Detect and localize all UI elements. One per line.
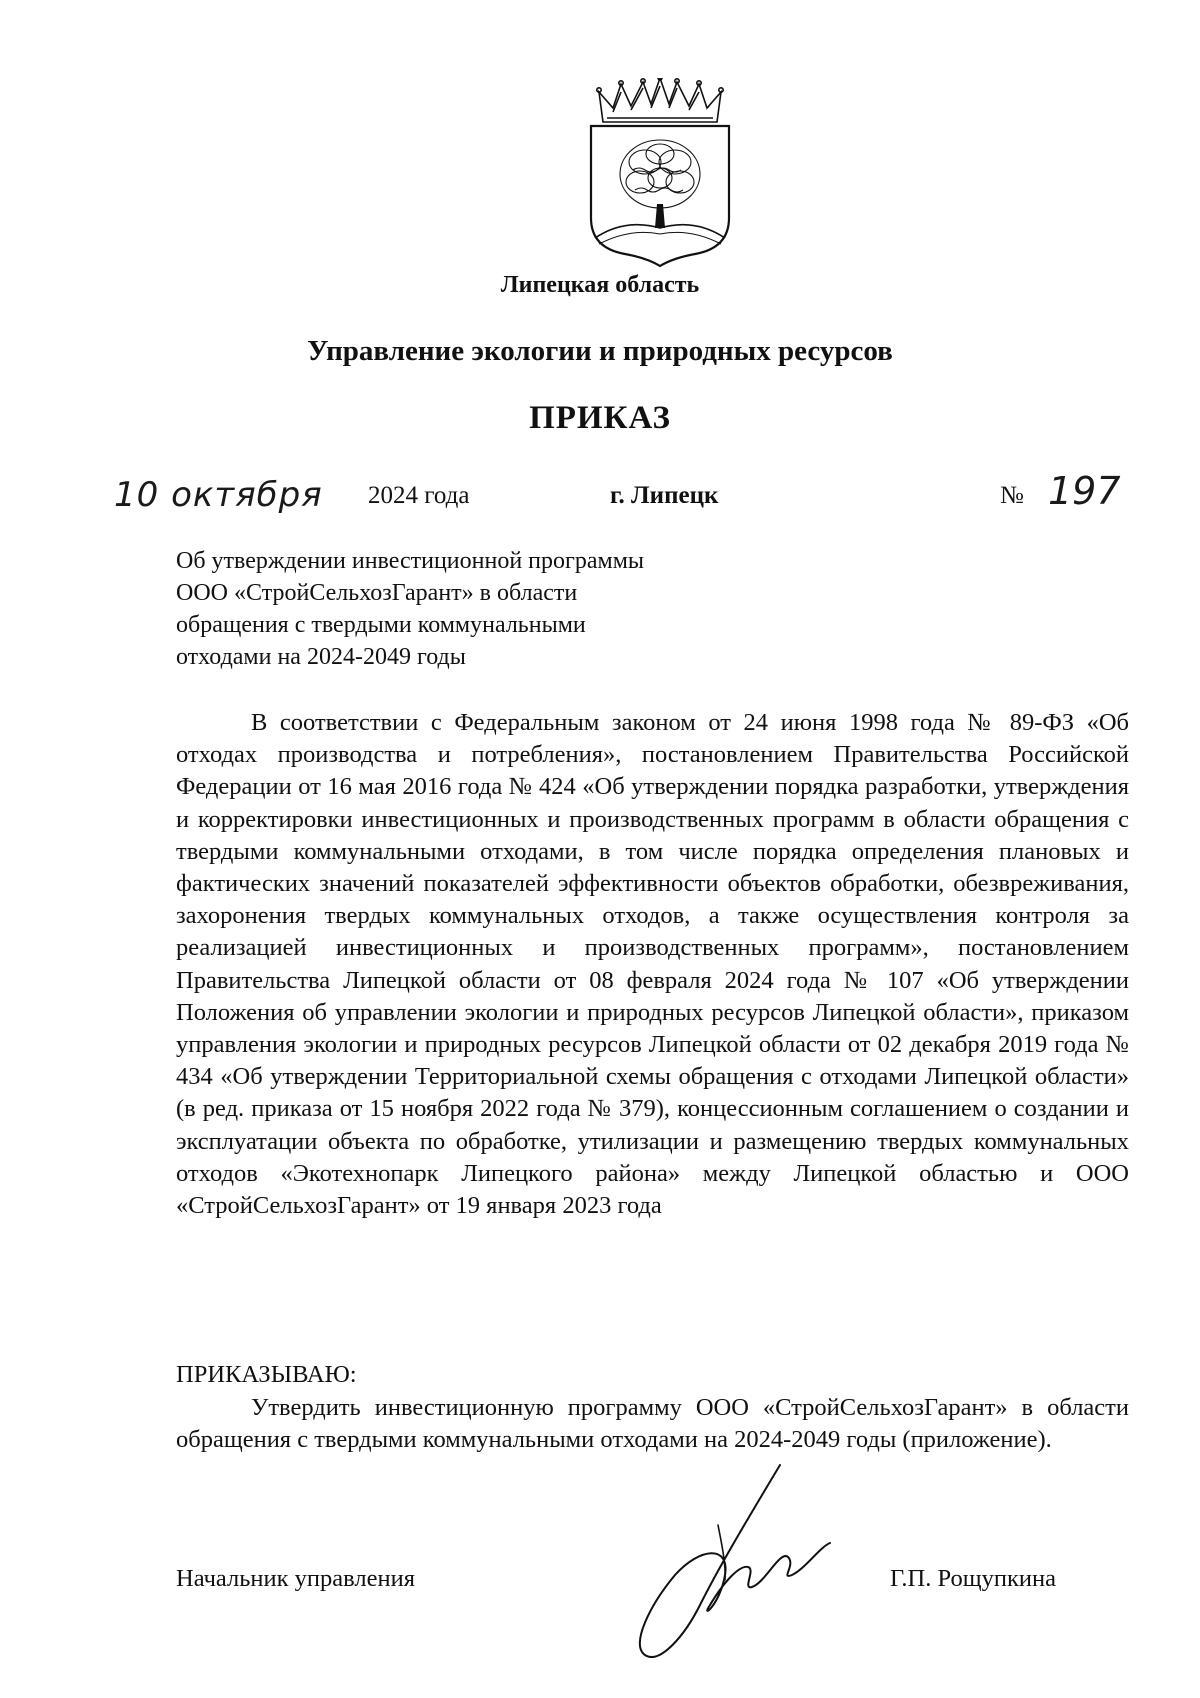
order-paragraph: Утвердить инвестиционную программу ООО «СтройСельхозГарант» в области обращения с твердыми коммунальными отходами на 2024-2049 годы (приложение). (176, 1394, 1129, 1454)
subject-line: Об утверждении инвестиционной программы (176, 548, 645, 574)
number-handwritten: 197 (1048, 469, 1121, 513)
signer-name: Г.П. Рощупкина (890, 1565, 1056, 1592)
city-label: г. Липецк (610, 482, 719, 509)
lipetsk-coat-of-arms-icon (585, 78, 735, 268)
preamble-paragraph: В соответствии с Федеральным законом от 24 июня 1998 года № 89-ФЗ «Об отходах производства и потребления», постановлением Правительства Российской Федерации от 16 мая 2016 года № 424 «Об утверждении порядка разработки, утверждения и корректировки инвестиционных и производственных программ в области обращения с твердыми коммунальными отходами, в том числе порядка определения плановых и фактических значений показателей эффективности объектов обработки, обезвреживания, захоронения твердых коммунальных отходов, а также осуществления контроля за реализацией инвестиционных и производственных программ», постановлением Правительства Липецкой области от 08 февраля 2024 года № 107 «Об утверждении Положения об управлении экологии и природных ресурсов Липецкой области», приказом управления экологии и природных ресурсов Липецкой области от 02 декабря 2019 года № 434 «Об утверждении Территориальной схемы обращения с отходами Липецкой области» (в ред. приказа от 15 ноября 2022 года № 379), концессионным соглашением о создании и эксплуатации объекта по обработке, утилизации и размещению твердых коммунальных отходов «Экотехнопарк Липецкого района» между Липецкой областью и ООО «СтройСельхозГарант» от 19 января 2023 года (176, 709, 1129, 1220)
subject-line: отходами на 2024-2049 годы (176, 644, 466, 670)
subject-line: обращения с твердыми коммунальными (176, 612, 586, 638)
number-sign: № (1000, 482, 1024, 509)
document-subject (176, 545, 736, 673)
department-name: Управление экологии и природных ресурсов (307, 335, 893, 367)
document-type: ПРИКАЗ (529, 400, 671, 436)
order-keyword: ПРИКАЗЫВАЮ: (176, 1361, 357, 1388)
subject-line: ООО «СтройСельхозГарант» в области (176, 580, 578, 606)
date-year: 2024 года (368, 482, 470, 509)
region-name: Липецкая область (500, 272, 700, 298)
signer-title: Начальник управления (176, 1565, 415, 1592)
handwritten-signature-icon (630, 1455, 870, 1670)
date-handwritten: 10 октября (114, 475, 323, 515)
